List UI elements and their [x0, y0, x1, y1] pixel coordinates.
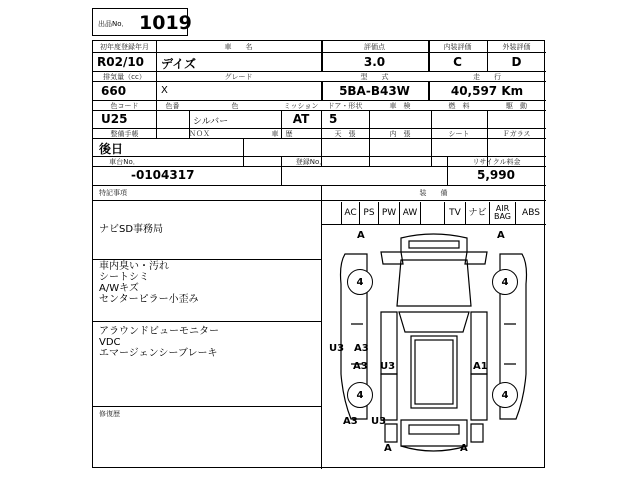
mileage: 40,597 Km — [450, 84, 524, 98]
remark-line: 車内臭い・汚れ — [99, 261, 169, 272]
tyre-front-right: 4 — [492, 269, 518, 295]
service-book-label: 整備手帳 — [110, 130, 139, 138]
damage-code-front-right: A — [497, 230, 505, 241]
roof-lining-label: 天 張 — [334, 130, 356, 138]
interior-grade-label: 内装評価 — [443, 43, 472, 51]
damage-code-rear-left-u3: U3 — [371, 416, 387, 427]
equipment-navi: ナビ — [465, 202, 489, 224]
chassis-number: -0104317 — [131, 168, 195, 182]
color-label: 色 — [231, 102, 239, 110]
color-code: U25 — [101, 112, 128, 126]
car-name: デイズ — [161, 57, 197, 71]
lot-number-label: 出品No． — [98, 20, 129, 28]
equipment-blank — [420, 202, 444, 224]
recycle-fee: 5,990 — [477, 168, 515, 182]
equipment-label: 装 備 — [419, 189, 448, 197]
equipment-ac: AC — [341, 202, 359, 224]
remark-line: エマージェンシーブレーキ — [99, 348, 218, 359]
registration-number-label: 登録No． — [295, 158, 327, 166]
remarks-top — [99, 224, 163, 235]
tyre-front-left: 4 — [347, 269, 373, 295]
model-code-label: 型 式 — [360, 73, 389, 81]
drive-label: 駆 動 — [506, 102, 527, 110]
auction-sheet — [92, 40, 545, 468]
tyre-rear-left: 4 — [347, 382, 373, 408]
damage-code-left-pillar-a3: A3 — [354, 343, 369, 354]
transmission-label: ミッション — [283, 102, 319, 110]
damage-code-left-door-a3: A3 — [353, 361, 368, 372]
equipment-pw: PW — [378, 202, 399, 224]
lot-number: 1019 — [139, 12, 192, 34]
chassis-number-label: 車台No． — [109, 158, 140, 166]
remarks-middle — [99, 261, 199, 305]
model-code: 5BA-B43W — [339, 84, 410, 98]
equipment-airbag: AIR BAG — [489, 202, 515, 224]
exterior-grade: D — [511, 55, 522, 69]
equipment-ps: PS — [359, 202, 378, 224]
remark-line: アラウンドビューモニター — [99, 326, 219, 337]
displacement-label: 排気量（cc） — [103, 73, 146, 81]
mileage-label: 走 行 — [473, 73, 501, 81]
remark-line: センターピラー小歪み — [99, 294, 199, 305]
seat-label: シート — [448, 130, 470, 138]
exterior-grade-label: 外装評価 — [502, 43, 531, 51]
displacement: 660 — [101, 84, 127, 98]
equipment-aw: AW — [399, 202, 420, 224]
inner-lining-label: 内 張 — [389, 130, 411, 138]
lot-number-box — [92, 8, 192, 36]
score: 3.0 — [363, 55, 386, 69]
nox-label: ＮＯＸ — [189, 130, 210, 138]
service-book: 後日 — [99, 142, 124, 156]
color: シルバー — [193, 117, 229, 127]
damage-code-rear-left-a: A — [384, 443, 392, 454]
remarks-bottom — [99, 326, 219, 359]
damage-code-right-door-a1: A1 — [473, 361, 488, 372]
inspection-label: 車 検 — [389, 102, 411, 110]
doors: 5 — [329, 112, 338, 126]
interior-grade: C — [453, 55, 462, 69]
damage-code-front-left: A — [357, 230, 365, 241]
damage-code-rear-left-a3: A3 — [343, 416, 358, 427]
equipment-tv: TV — [444, 202, 465, 224]
grade: X — [161, 85, 168, 96]
remark-line: シートシミ — [99, 272, 149, 283]
remark-line: ナビSD事務局 — [99, 224, 164, 235]
doors-label: ドア・形状 — [327, 102, 363, 110]
repair-history-label: 修復歴 — [99, 410, 120, 418]
damage-code-rear-right-a: A — [460, 443, 468, 454]
first-registration-label: 初年度登録年月 — [100, 43, 149, 51]
tyre-rear-right: 4 — [492, 382, 518, 408]
car-name-label: 車 名 — [224, 43, 253, 51]
recycle-fee-label: リサイクル料金 — [472, 158, 521, 166]
color-code-label: 色コード — [110, 102, 139, 110]
remark-line: VDC — [99, 337, 121, 348]
grade-label: グレード — [224, 73, 253, 81]
damage-code-center-u3: U3 — [380, 361, 396, 372]
remarks-label: 特記事項 — [99, 189, 127, 197]
remark-line: A/Wキズ — [99, 283, 139, 294]
transmission: AT — [292, 112, 310, 126]
color-number-label: 色番 — [165, 102, 180, 110]
front-glass-label: Ｆガラス — [502, 130, 531, 138]
equipment-abs: ABS — [515, 202, 546, 224]
score-label: 評価点 — [364, 43, 385, 51]
fuel-label: 燃 料 — [448, 102, 470, 110]
first-registration: R02/10 — [97, 55, 145, 69]
history-label: 車 歴 — [271, 130, 293, 138]
damage-code-left-pillar-u3: U3 — [329, 343, 345, 354]
